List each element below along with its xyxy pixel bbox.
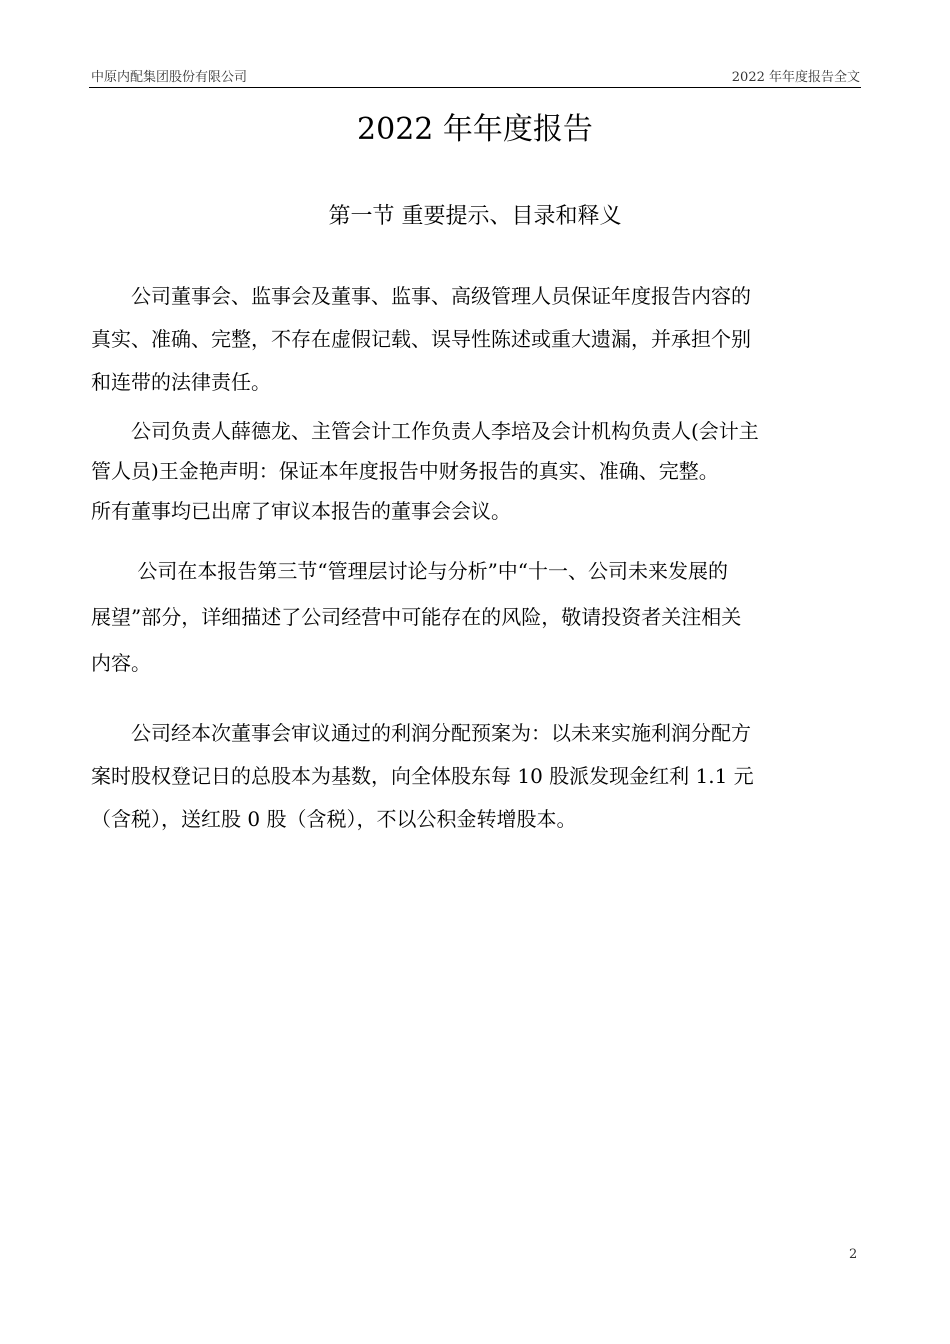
header-company-name: 中原内配集团股份有限公司 [91,70,248,85]
paragraph-responsible-persons [91,411,851,531]
paragraph-profit-distribution [91,712,851,841]
paragraph-line: 公司董事会、监事会及董事、监事、高级管理人员保证年度报告内容的 [91,284,751,308]
header-report-title: 2022 年年度报告全文 [731,70,860,85]
paragraph-line: 公司负责人薛德龙、主管会计工作负责人李培及会计机构负责人(会计主 [91,419,759,443]
paragraph-line: 展望”部分，详细描述了公司经营中可能存在的风险，敬请投资者关注相关 [91,605,742,629]
paragraph-line: 真实、准确、完整，不存在虚假记载、误导性陈述或重大遗漏，并承担个别 [91,327,751,351]
paragraph-line: （含税），送红股 0 股（含税），不以公积金转增股本。 [91,807,577,831]
paragraph-line: 管人员)王金艳声明：保证本年度报告中财务报告的真实、准确、完整。 [91,459,719,483]
document-title: 2022 年年度报告 [357,112,593,147]
paragraph-line: 案时股权登记日的总股本为基数，向全体股东每 10 股派发现金红利 1.1 元 [91,764,754,788]
header-divider [89,87,861,88]
paragraph-line: 所有董事均已出席了审议本报告的董事会会议。 [91,499,511,523]
section-title: 第一节 重要提示、目录和释义 [328,204,622,229]
paragraph-line: 内容。 [91,651,151,675]
paragraph-line: 公司经本次董事会审议通过的利润分配预案为：以未来实施利润分配方 [91,721,751,745]
paragraph-board-guarantee [91,275,851,404]
paragraph-risk-notice [91,548,851,686]
page-number: 2 [849,1247,858,1262]
paragraph-line: 和连带的法律责任。 [91,370,271,394]
paragraph-line: 公司在本报告第三节“管理层讨论与分析”中“十一、公司未来发展的 [91,559,729,583]
